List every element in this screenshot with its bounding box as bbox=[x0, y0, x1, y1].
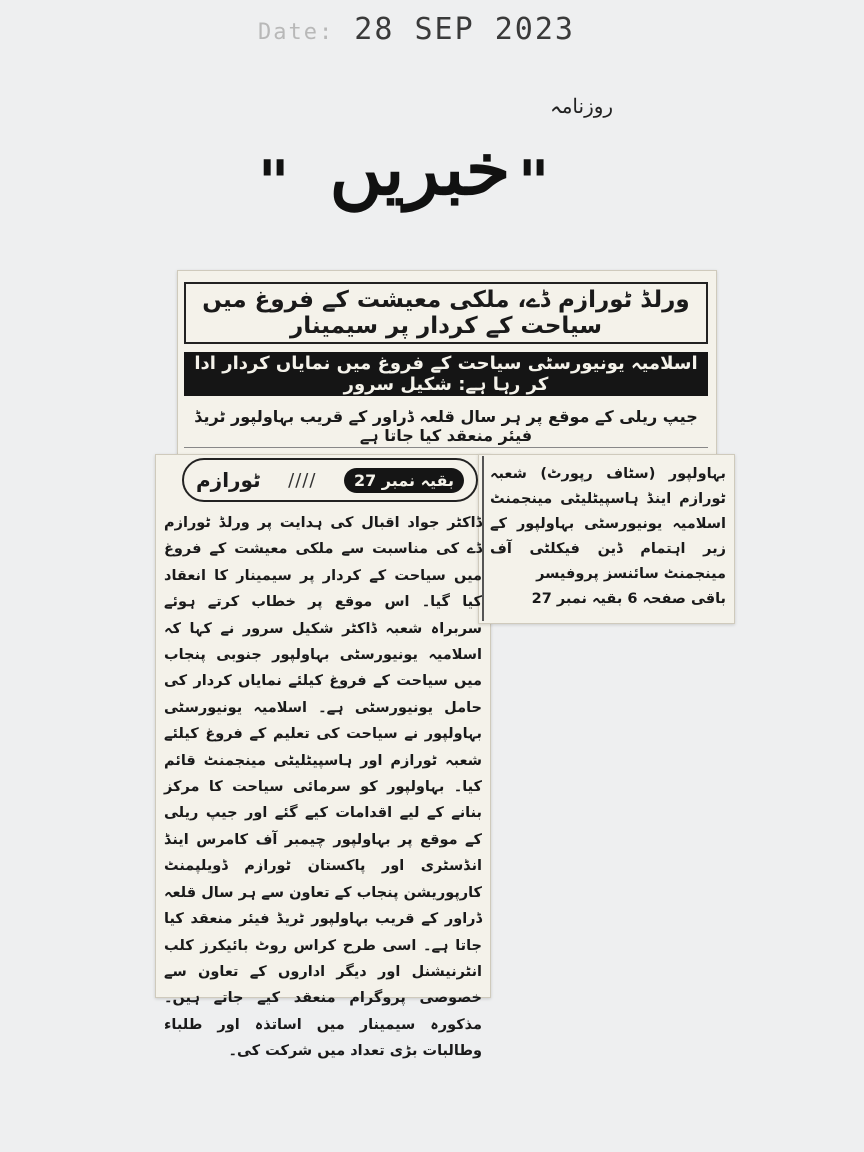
article-subheadline: اسلامیہ یونیورسٹی سیاحت کے فروغ میں نمایاں کردار ادا کر رہا ہے: شکیل سرور bbox=[184, 352, 708, 396]
masthead-title: خبریں bbox=[329, 126, 511, 211]
date-stamp-label: Date: bbox=[258, 20, 335, 45]
article-headline: ورلڈ ٹورازم ڈے، ملکی معیشت کے فروغ میں سیاحت کے کردار پر سیمینار bbox=[184, 282, 708, 344]
masthead-subtitle: روزنامہ bbox=[550, 94, 614, 118]
article-deck: جیپ ریلی کے موقع پر ہر سال قلعہ ڈراور کے قریب بہاولپور ٹریڈ فیئر منعقد کیا جاتا ہے bbox=[184, 404, 708, 448]
date-stamp-value: 28 SEP 2023 bbox=[354, 12, 575, 47]
continuation-slashes: //// bbox=[288, 469, 317, 491]
masthead-quote-open: " bbox=[518, 148, 550, 218]
date-stamp bbox=[258, 12, 575, 48]
newspaper-masthead bbox=[250, 88, 614, 238]
masthead-quote-close: " bbox=[258, 148, 290, 218]
article-intro-column bbox=[490, 462, 726, 614]
article-intro-continuation: باقی صفحہ 6 بقیہ نمبر 27 bbox=[531, 591, 726, 607]
article-intro-text: بہاولپور (سٹاف رپورٹ) شعبہ ٹورازم اینڈ ہاسپیٹلیٹی مینجمنٹ اسلامیہ یونیورسٹی بہاولپور کے زیر اہتمام ڈین فیکلٹی آف مینجمنٹ سائنسز پروفیسر bbox=[490, 466, 726, 582]
continuation-header bbox=[182, 458, 478, 502]
column-divider bbox=[482, 456, 484, 621]
continuation-topic: ٹورازم bbox=[196, 468, 261, 492]
continuation-tag: بقیہ نمبر 27 bbox=[344, 468, 464, 493]
article-body-text: ڈاکٹر جواد اقبال کی ہدایت پر ورلڈ ٹورازم ڈے کی مناسبت سے ملکی معیشت کے فروغ میں سیاحت کے کردار پر سیمینار کا انعقاد کیا گیا۔ اس موقع پر خطاب کرتے ہوئے سربراہ شعبہ ڈاکٹر شکیل سرور نے کہا کہ اسلامیہ یونیورسٹی بہاولپور جنوبی پنجاب میں سیاحت کے فروغ کیلئے نمایاں کردار کی حامل یونیورسٹی ہے۔ اسلامیہ یونیورسٹی بہاولپور نے سیاحت کی تعلیم کے فروغ کیلئے شعبہ ٹورازم اور ہاسپیٹلیٹی مینجمنٹ قائم کیا۔ بہاولپور کو سرمائی سیاحت کا مرکز بنانے کے لیے اقدامات کیے گئے اور جیپ ریلی کے موقع پر بہاولپور چیمبر آف کامرس اینڈ انڈسٹری اور پاکستان ٹورازم ڈویلپمنٹ کارپوریشن پنجاب کے تعاون سے ہر سال قلعہ ڈراور کے قریب بہاولپور ٹریڈ فیئر منعقد کیا جاتا ہے۔ اسی طرح کراس روٹ بائیکرز کلب انٹرنیشنل اور دیگر اداروں کے تعاون سے خصوصی پروگرام منعقد کیے جاتے ہیں۔ مذکورہ سیمینار میں اساتذہ اور طلباء وطالبات بڑی تعداد میں شرکت کی۔ bbox=[164, 515, 482, 1060]
article-body-column bbox=[164, 510, 482, 1060]
